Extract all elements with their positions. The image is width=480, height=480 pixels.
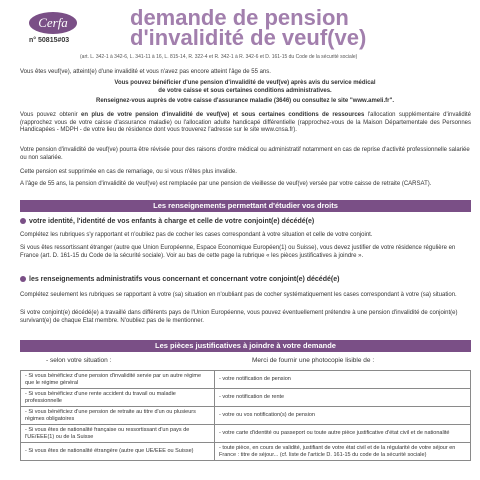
section-2-paragraph-2: Si votre conjoint(e) décédé(e) a travaillé dans différents pays de l'Union Européenne, vous pouvez éventuellement prétendre à une pension d'invalidité de conjoint(e) survivant(e) de chaque Etat membre. N'oubliez pas de le mentionner. xyxy=(20,310,458,324)
intro-paragraph-2-line-2: de votre caisse et sous certaines conditions administratives. xyxy=(158,88,332,94)
intro-paragraph-2-line-1: Vous pouvez bénéficier d'une pension d'invalidité de veuf(ve) après avis du service médical xyxy=(114,80,376,86)
bullet-icon xyxy=(20,218,26,224)
situation-cell: - Si vous bénéficiez d'une rente accident du travail ou maladie professionnelle xyxy=(21,389,215,407)
cerfa-logo: Cerfa xyxy=(29,12,77,34)
document-cell: - votre notification de pension xyxy=(215,371,471,389)
section-2-heading xyxy=(20,276,339,283)
documents-table xyxy=(20,370,471,461)
section-2-paragraph-1: Complétez seulement les rubriques se rapportant à votre (sa) situation en n'oubliant pas de cocher systématiquement les cases correspondant à votre (sa) situation. xyxy=(20,292,457,298)
column-header-documents: Merci de fournir une photocopie lisible de : xyxy=(252,357,375,364)
title-line-1: demande de pension xyxy=(130,5,349,30)
section-band-rights: Les renseignements permettant d'étudier vos droits xyxy=(20,200,471,212)
legal-references: (art. L. 342-1 à 342-6, L. 341-11 à 16, L. 815-14, R. 322-4 et R. 342-1 à R. 342-6 et D. 161-15 du Code de la sécurité sociale) xyxy=(80,54,358,60)
form-number: n° 50815#03 xyxy=(29,37,70,44)
intro-paragraph-6: Cette pension est supprimée en cas de remariage, ou si vous n'êtes plus invalide. xyxy=(20,169,237,175)
intro-paragraph-1: Vous êtes veuf(ve), atteint(e) d'une invalidité et vous n'avez pas encore atteint l'âge de 55 ans. xyxy=(20,69,271,75)
intro-paragraph-5: Votre pension d'invalidité de veuf(ve) pourra être révisée pour des raisons d'ordre médical ou administratif notamment en cas de reprise d'activité professionnelle salariée ou non salariée. xyxy=(20,147,470,161)
intro-p4-start: Vous pouvez obtenir xyxy=(20,112,82,118)
section-1-paragraph-2: Si vous êtes ressortissant étranger (autre que Union Européenne, Espace Economique Européen(1) ou Suisse), vous devez justifier de votre résidence régulière en France (art. D. 161-15 du Code de la sécurité sociale). Voir au bas de cette page la rubrique « les pièces justificatives à joindre ». xyxy=(20,245,456,259)
title-line-2: d'invalidité de veuf(ve) xyxy=(130,25,367,50)
intro-p4-end: l'allocation supplémentaire d'invalidité (rapprochez vous de votre caisse d'assurance maladie) ou l'allocation adulte handicapé différentielle (rapprochez-vous de la Maison Départementale des Personnes Handicapées - MDPH - de votre lieu de résidence dont vous trouverez l'adresse sur le site www.cnsa.fr). xyxy=(20,112,472,133)
table-row xyxy=(21,443,471,461)
document-cell: - votre notification de rente xyxy=(215,389,471,407)
bullet-icon xyxy=(20,276,26,282)
document-cell: - toute pièce, en cours de validité, justifiant de votre état civil et de la régularité de votre séjour en France : titre de séjour... (cf. liste de l'article D. 161-15 du code de la sécurité sociale) xyxy=(215,443,471,461)
table-row xyxy=(21,389,471,407)
situation-cell: - Si vous bénéficiez d'une pension d'invalidité servie par un autre régime que le régime général xyxy=(21,371,215,389)
document-cell: - votre carte d'identité ou passeport ou toute autre pièce justificative d'état civil et de nationalité xyxy=(215,425,471,443)
table-row xyxy=(21,407,471,425)
situation-cell: - Si vous êtes de nationalité française ou ressortissant d'un pays de l'UE/EEE(1) ou de la Suisse xyxy=(21,425,215,443)
situation-cell: - Si vous bénéficiez d'une pension de retraite au titre d'un ou plusieurs régimes obligatoires xyxy=(21,407,215,425)
intro-paragraph-3: Renseignez-vous auprès de votre caisse d'assurance maladie (3646) ou consultez le site "www.ameli.fr". xyxy=(95,98,394,104)
situation-cell: - Si vous êtes de nationalité étrangère (autre que UE/EEE ou Suisse) xyxy=(21,443,215,461)
section-1-heading xyxy=(20,218,314,225)
section-2-heading-text: les renseignements administratifs vous concernant et concernant votre conjoint(e) décédé(e) xyxy=(29,276,340,283)
intro-paragraph-7: A l'âge de 55 ans, la pension d'invalidité de veuf(ve) est remplacée par une pension de vieillesse de veuf(ve) versée par votre caisse de retraite (CARSAT). xyxy=(20,181,432,187)
section-1-heading-text: votre identité, l'identité de vos enfants à charge et celle de votre conjoint(e) décédé(e) xyxy=(29,218,315,225)
section-band-documents: Les pièces justificatives à joindre à votre demande xyxy=(20,340,471,352)
page-title xyxy=(130,5,470,50)
section-1-paragraph-1: Complétez les rubriques s'y rapportant et n'oubliez pas de cocher les cases correspondant à votre situation et celle de votre conjoint. xyxy=(20,232,373,238)
intro-p4-bold: en plus de votre pension d'invalidité de veuf(ve) et sous certaines conditions de ressources xyxy=(81,112,365,118)
column-header-situation: - selon votre situation : xyxy=(46,357,112,364)
document-cell: - votre ou vos notification(s) de pension xyxy=(215,407,471,425)
table-row xyxy=(21,425,471,443)
intro-paragraph-4 xyxy=(20,112,471,135)
table-row xyxy=(21,371,471,389)
